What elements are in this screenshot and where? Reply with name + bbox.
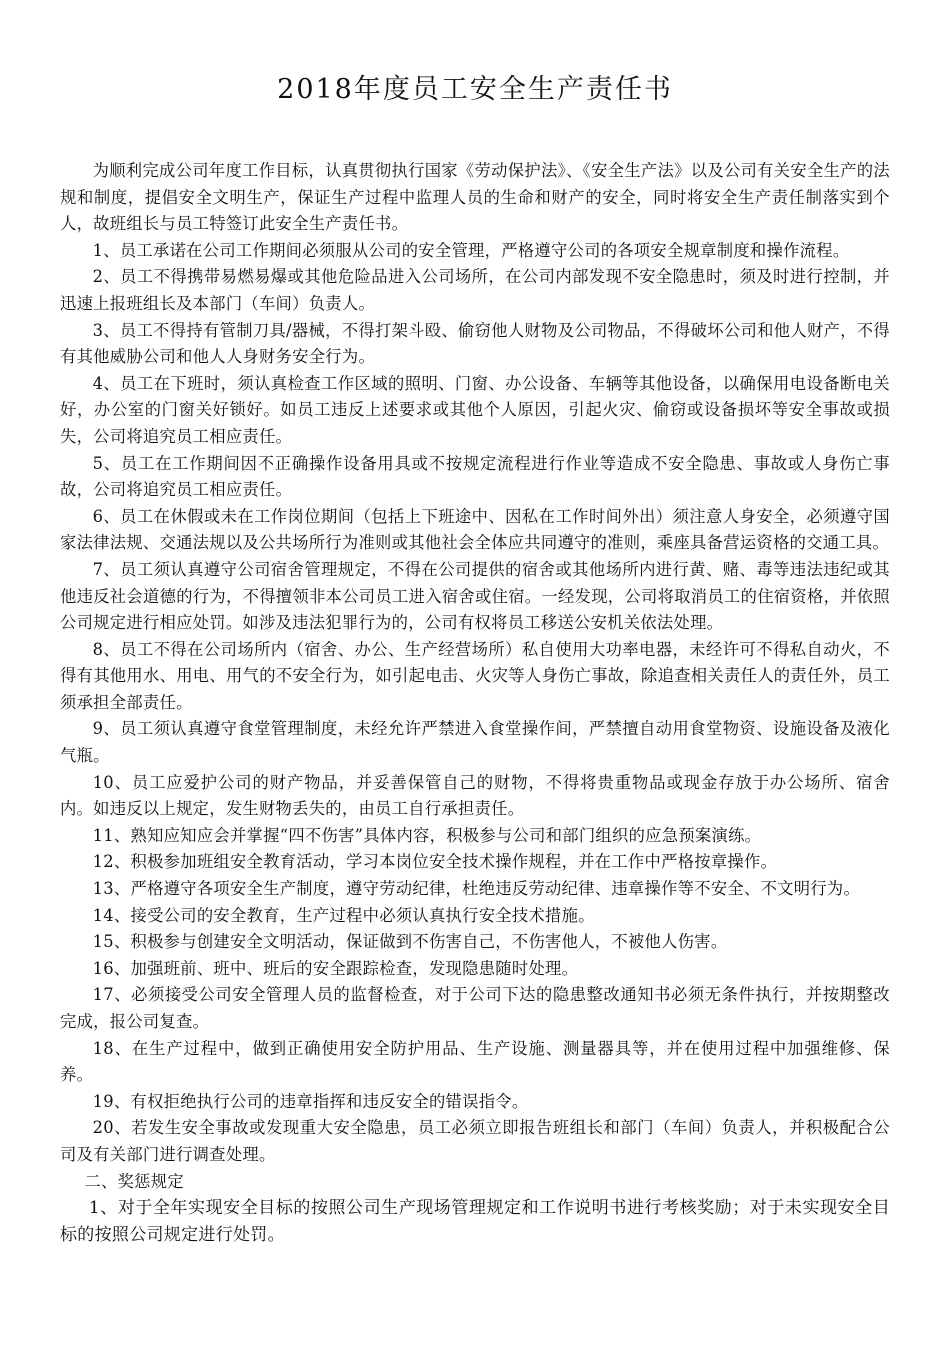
clause-19: 19、有权拒绝执行公司的违章指挥和违反安全的错误指令。	[92, 1091, 529, 1111]
clause-2: 2、员工不得携带易燃易爆或其他危险品进入公司场所，在公司内部发现不安全隐患时，须及时进行控制，并迅速上报班组长及本部门（车间）负责人。	[60, 267, 890, 313]
award-item-1: 1、对于全年实现安全目标的按照公司生产现场管理规定和工作说明书进行考核奖励；对于未实现安全目标的按照公司规定进行处罚。	[60, 1198, 890, 1245]
clause-18: 18、在生产过程中，做到正确使用安全防护用品、生产设施、测量器具等，并在使用过程中加强维修、保养。	[60, 1038, 890, 1085]
clause-11: 11、熟知应知应会并掌握“四不伤害”具体内容，积极参与公司和部门组织的应急预案演练。	[92, 825, 762, 845]
clause-17: 17、必须接受公司安全管理人员的监督检查，对于公司下达的隐患整改通知书必须无条件执行，并按期整改完成，报公司复查。	[60, 985, 890, 1031]
clause-15: 15、积极参与创建安全文明活动，保证做到不伤害自己，不伤害他人，不被他人伤害。	[92, 932, 728, 952]
clause-12: 12、积极参加班组安全教育活动，学习本岗位安全技术操作规程，并在工作中严格按章操作。	[92, 852, 778, 872]
clause-7: 7、员工须认真遵守公司宿舍管理规定，不得在公司提供的宿舍或其他场所内进行黄、赌、毒等违法违纪或其他违反社会道德的行为，不得擅领非本公司员工进入宿舍或住宿。一经发现，公司将取消员工的住宿资格，并依照公司规定进行相应处罚。如涉及违法犯罪行为的，公司有权将员工移送公安机关依法处理。	[60, 559, 890, 633]
document-title: 2018年度员工安全生产责任书	[277, 74, 673, 105]
clause-3: 3、员工不得持有管制刀具/器械，不得打架斗殴、偷窃他人财物及公司物品，不得破坏公司和他人财产，不得有其他威胁公司和他人人身财务安全行为。	[60, 320, 890, 367]
clause-10: 10、员工应爱护公司的财产物品，并妥善保管自己的财物，不得将贵重物品或现金存放于办公场所、宿舍内。如违反以上规定，发生财物丢失的，由员工自行承担责任。	[60, 772, 890, 819]
clause-8: 8、员工不得在公司场所内（宿舍、办公、生产经营场所）私自使用大功率电器，未经许可不得私自动火，不得有其他用水、用电、用气的不安全行为，如引起电击、火灾等人身伤亡事故，除追查相关责任人的责任外，员工须承担全部责任。	[60, 639, 890, 712]
clause-20: 20、若发生安全事故或发现重大安全隐患，员工必须立即报告班组长和部门（车间）负责人，并积极配合公司及有关部门进行调查处理。	[60, 1118, 890, 1164]
clause-13: 13、严格遵守各项安全生产制度，遵守劳动纪律，杜绝违反劳动纪律、违章操作等不安全、不文明行为。	[92, 879, 861, 899]
clause-9: 9、员工须认真遵守食堂管理制度，未经允许严禁进入食堂操作间，严禁擅自动用食堂物资、设施设备及液化气瓶。	[60, 719, 890, 766]
clause-6: 6、员工在休假或未在工作岗位期间（包括上下班途中、因私在工作时间外出）须注意人身安全，必须遵守国家法律法规、交通法规以及公共场所行为准则或其他社会全体应共同遵守的准则，乘座具备营运资格的交通工具。	[60, 506, 890, 553]
section-heading-rewards: 二、奖惩规定	[84, 1171, 184, 1191]
clause-14: 14、接受公司的安全教育，生产过程中必须认真执行安全技术措施。	[92, 905, 595, 925]
clause-16: 16、加强班前、班中、班后的安全跟踪检查，发现隐患随时处理。	[92, 958, 579, 978]
clause-5: 5、员工在工作期间因不正确操作设备用具或不按规定流程进行作业等造成不安全隐患、事故或人身伤亡事故，公司将追究员工相应责任。	[60, 453, 890, 500]
clause-1: 1、员工承诺在公司工作期间必须服从公司的安全管理，严格遵守公司的各项安全规章制度和操作流程。	[92, 240, 850, 260]
document-body	[60, 158, 890, 1248]
intro-paragraph: 为顺利完成公司年度工作目标，认真贯彻执行国家《劳动保护法》、《安全生产法》以及公司有关安全生产的法规和制度，提倡安全文明生产，保证生产过程中监理人员的生命和财产的安全，同时将安全生产责任制落实到个人，故班组长与员工特签订此安全生产责任书。	[60, 161, 890, 234]
clause-4: 4、员工在下班时，须认真检查工作区域的照明、门窗、办公设备、车辆等其他设备，以确保用电设备断电关好，办公室的门窗关好锁好。如员工违反上述要求或其他个人原因，引起火灾、偷窃或设备损坏等安全事故或损失，公司将追究员工相应责任。	[60, 373, 890, 446]
